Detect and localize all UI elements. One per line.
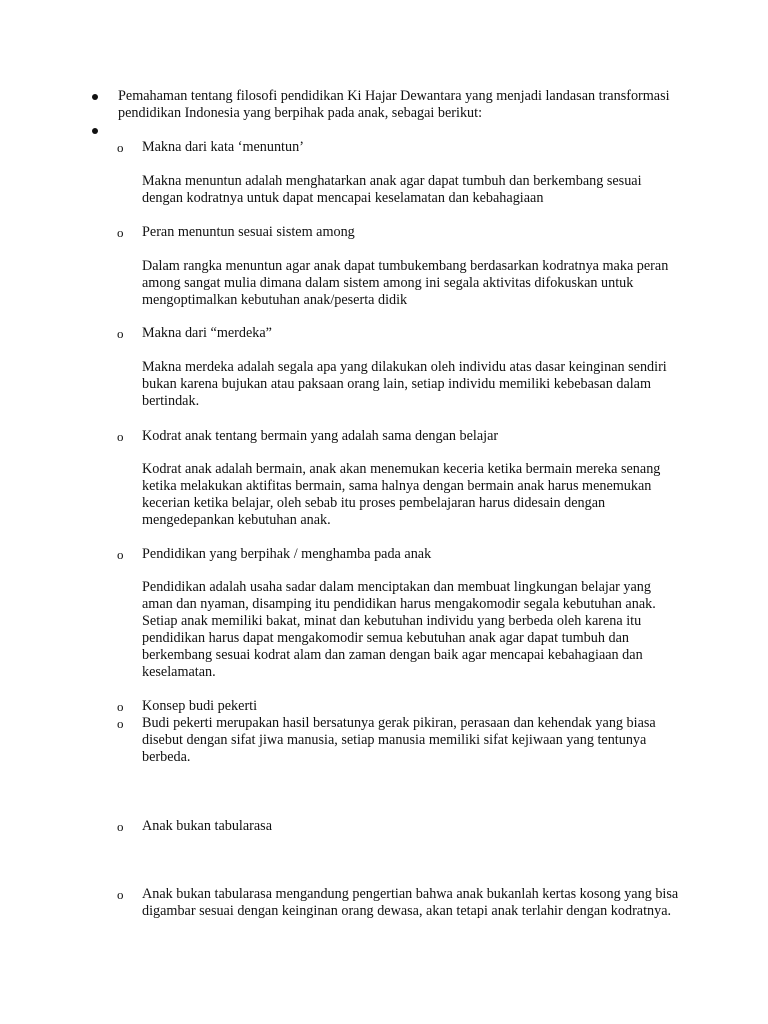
circle-bullet-icon: o [117, 887, 124, 902]
bullet-dot-icon [92, 128, 98, 134]
budi-pekerti-text: Budi pekerti merupakan hasil bersatunya gerak pikiran, perasaan dan kehendak yang biasa disebut dengan sifat jiwa manusia, setiap manusia memiliki sifat kejiwaan yang tentunya berbeda. [142, 715, 656, 765]
circle-bullet-icon: o [117, 225, 124, 240]
circle-bullet-icon: o [117, 547, 124, 562]
sub-item-heading-text: Peran menuntun sesuai sistem among [142, 224, 355, 240]
sub-item-heading-text: Kodrat anak tentang bermain yang adalah sama dengan belajar [142, 428, 499, 444]
sub-item-heading-text: Makna dari “merdeka” [142, 325, 272, 341]
sub-item-paragraph: Makna merdeka adalah segala apa yang dilakukan oleh individu atas dasar keinginan sendiri bukan karena bujukan atau paksaan orang lain, setiap individu memiliki kebebasan dalam bertindak. [142, 359, 667, 409]
circle-bullet-icon: o [117, 140, 124, 155]
circle-bullet-icon: o [117, 429, 124, 444]
sub-item-heading-text: Anak bukan tabularasa [142, 818, 273, 834]
bullet-dot-icon [92, 94, 98, 100]
circle-bullet-icon: o [117, 819, 124, 834]
sub-item-heading-text: Konsep budi pekerti [142, 698, 258, 714]
circle-bullet-icon: o [117, 699, 124, 714]
sub-item-paragraph: Dalam rangka menuntun agar anak dapat tumbukembang berdasarkan kodratnya maka peran among sangat mulia dimana dalam sistem among ini segala aktivitas difokuskan untuk mengoptimalkan kebutuhan anak/peserta didik [142, 258, 669, 308]
sub-item-paragraph: Pendidikan adalah usaha sadar dalam menciptakan dan membuat lingkungan belajar yang aman dan nyaman, disamping itu pendidikan harus mengakomodir segala kebutuhan anak. Setiap anak memiliki bakat, minat dan kebutuhan individu yang berbeda oleh karena itu pendidikan harus dapat mengakomodir semua kebutuhan anak agar dapat tumbuh dan berkembang sesuai kodrat alam dan zaman dengan baik agar mencapai kebahagiaan dan keselamatan. [142, 579, 656, 680]
circle-bullet-icon: o [117, 326, 124, 341]
tabularasa-text: Anak bukan tabularasa mengandung pengertian bahwa anak bukanlah kertas kosong yang bisa digambar sesuai dengan keinginan orang dewasa, akan tetapi anak terlahir dengan kodratnya. [142, 886, 679, 919]
intro-bullet-text: Pemahaman tentang filosofi pendidikan Ki Hajar Dewantara yang menjadi landasan transformasi pendidikan Indonesia yang berpihak pada anak, sebagai berikut: [118, 88, 670, 121]
sub-item-heading-text: Makna dari kata ‘menuntun’ [142, 139, 304, 155]
circle-bullet-icon: o [117, 716, 124, 731]
sub-item-paragraph: Kodrat anak adalah bermain, anak akan menemukan keceria ketika bermain mereka senang ketika melakukan aktifitas bermain, sama halnya dengan bermain anak harus menemukan kecerian ketika belajar, oleh sebab itu proses pembelajaran harus didesain dengan mengedepankan kebutuhan anak. [142, 461, 661, 528]
sub-item-paragraph: Makna menuntun adalah menghatarkan anak agar dapat tumbuh dan berkembang sesuai dengan kodratnya untuk dapat mencapai keselamatan dan kebahagiaan [142, 173, 642, 206]
sub-item-heading-text: Pendidikan yang berpihak / menghamba pada anak [142, 546, 432, 562]
